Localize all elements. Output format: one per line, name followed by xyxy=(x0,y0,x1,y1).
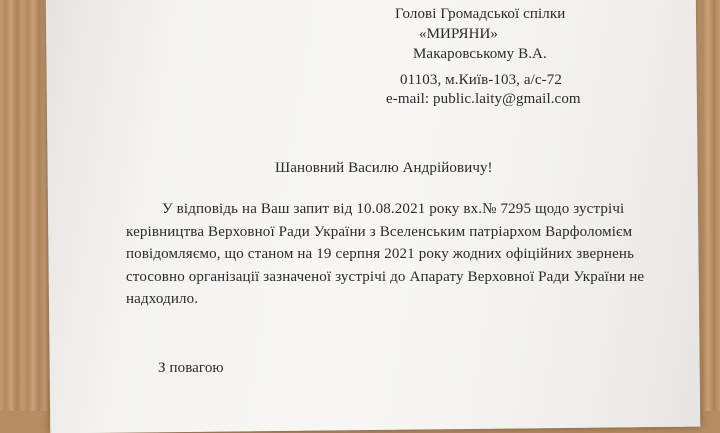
closing: З повагою xyxy=(158,360,224,376)
addressee-block xyxy=(395,4,565,64)
addressee-line-1: Голові Громадської спілки xyxy=(395,6,566,22)
letter-body xyxy=(126,198,656,311)
body-line-1: У відповідь на Ваш запит від 10.08.2021 року вх.№ 7295 щодо зустрічі xyxy=(162,201,625,217)
salutation: Шановний Василю Андрійовичу! xyxy=(275,160,493,176)
body-line-3: повідомляємо, що станом на 19 серпня 2021 року жодних офіційних звернень xyxy=(126,246,635,262)
body-line-2: керівництва Верховної Ради України з Вселенським патріархом Варфоломієм xyxy=(126,223,633,240)
addressee-line-3: Макаровському В.А. xyxy=(413,46,547,62)
addressee-email: e-mail: public.laity@gmail.com xyxy=(386,91,581,107)
body-line-4: стосовно організації зазначеної зустрічі до Апарату Верховної Ради України не xyxy=(126,268,645,285)
addressee-line-2: «МИРЯНИ» xyxy=(419,26,499,42)
addressee-address: 01103, м.Київ-103, а/с-72 xyxy=(400,72,562,88)
body-line-5: надходило. xyxy=(126,291,199,307)
